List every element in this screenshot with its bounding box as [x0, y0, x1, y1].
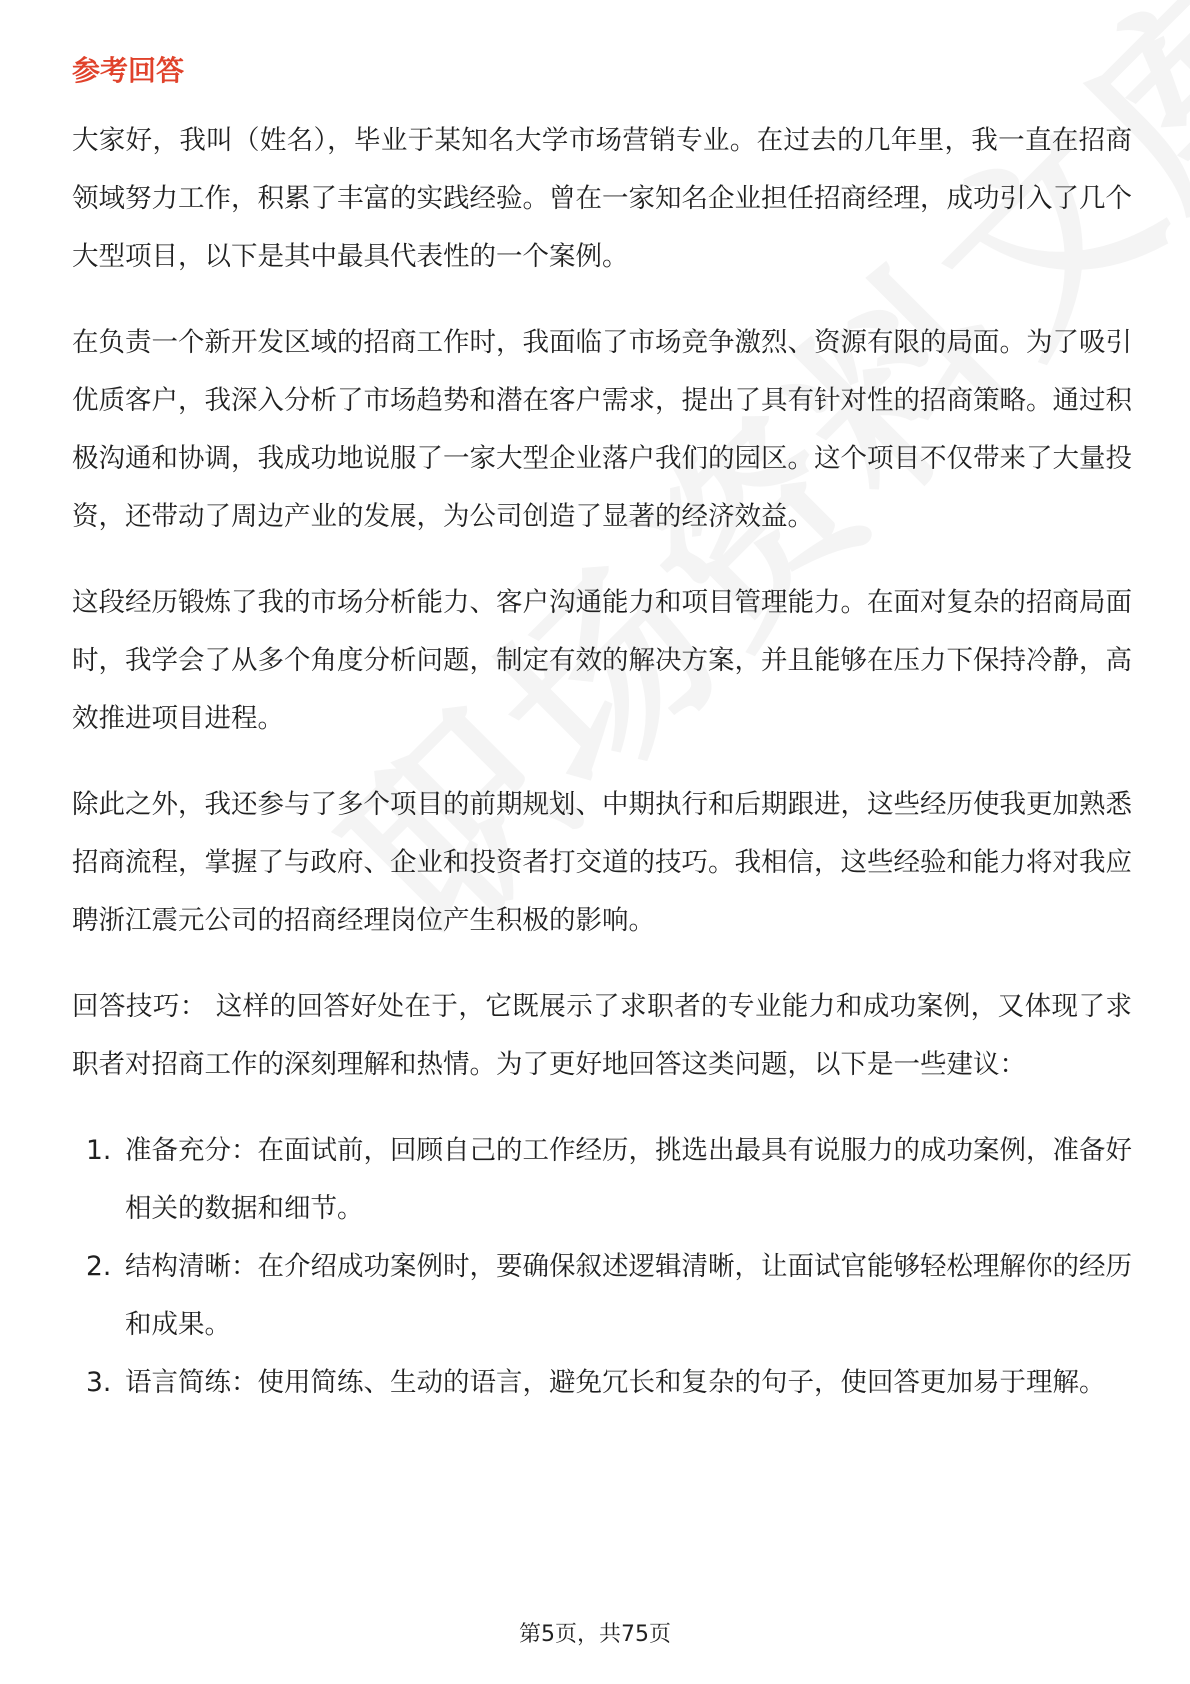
list-item-number: 1.: [86, 1135, 112, 1166]
list-item: [72, 1122, 1132, 1238]
page-number: 第5页，共75页: [519, 1622, 671, 1647]
list-item-text: 结构清晰：在介绍成功案例时，要确保叙述逻辑清晰，让面试官能够轻松理解你的经历和成果。: [125, 1251, 1132, 1340]
section-title: 参考回答: [72, 54, 185, 87]
list-item-text: 语言简练：使用简练、生动的语言，避免冗长和复杂的句子，使回答更加易于理解。: [125, 1367, 1106, 1398]
list-item: [72, 1238, 1132, 1354]
tips-list: [72, 1122, 1132, 1412]
list-item-number: 2.: [86, 1251, 112, 1282]
list-item-number: 3.: [86, 1367, 112, 1398]
paragraph-intro: 大家好，我叫（姓名），毕业于某知名大学市场营销专业。在过去的几年里，我一直在招商领域努力工作，积累了丰富的实践经验。曾在一家知名企业担任招商经理，成功引入了几个大型项目，以下是其中最具代表性的一个案例。: [72, 125, 1132, 272]
list-item: [72, 1354, 1132, 1412]
paragraph-additional: 除此之外，我还参与了多个项目的前期规划、中期执行和后期跟进，这些经历使我更加熟悉招商流程，掌握了与政府、企业和投资者打交道的技巧。我相信，这些经验和能力将对我应聘浙江震元公司的招商经理岗位产生积极的影响。: [72, 789, 1132, 936]
paragraph-answer-tips: 回答技巧： 这样的回答好处在于，它既展示了求职者的专业能力和成功案例，又体现了求职者对招商工作的深刻理解和热情。为了更好地回答这类问题，以下是一些建议：: [72, 991, 1132, 1080]
paragraph-case: 在负责一个新开发区域的招商工作时，我面临了市场竞争激烈、资源有限的局面。为了吸引优质客户，我深入分析了市场趋势和潜在客户需求，提出了具有针对性的招商策略。通过积极沟通和协调，我成功地说服了一家大型企业落户我们的园区。这个项目不仅带来了大量投资，还带动了周边产业的发展，为公司创造了显著的经济效益。: [72, 327, 1132, 532]
list-item-text: 准备充分：在面试前，回顾自己的工作经历，挑选出最具有说服力的成功案例，准备好相关的数据和细节。: [125, 1135, 1132, 1224]
paragraph-skills: 这段经历锻炼了我的市场分析能力、客户沟通能力和项目管理能力。在面对复杂的招商局面时，我学会了从多个角度分析问题，制定有效的解决方案，并且能够在压力下保持冷静，高效推进项目进程。: [72, 587, 1132, 734]
page-content: [72, 50, 1132, 1412]
